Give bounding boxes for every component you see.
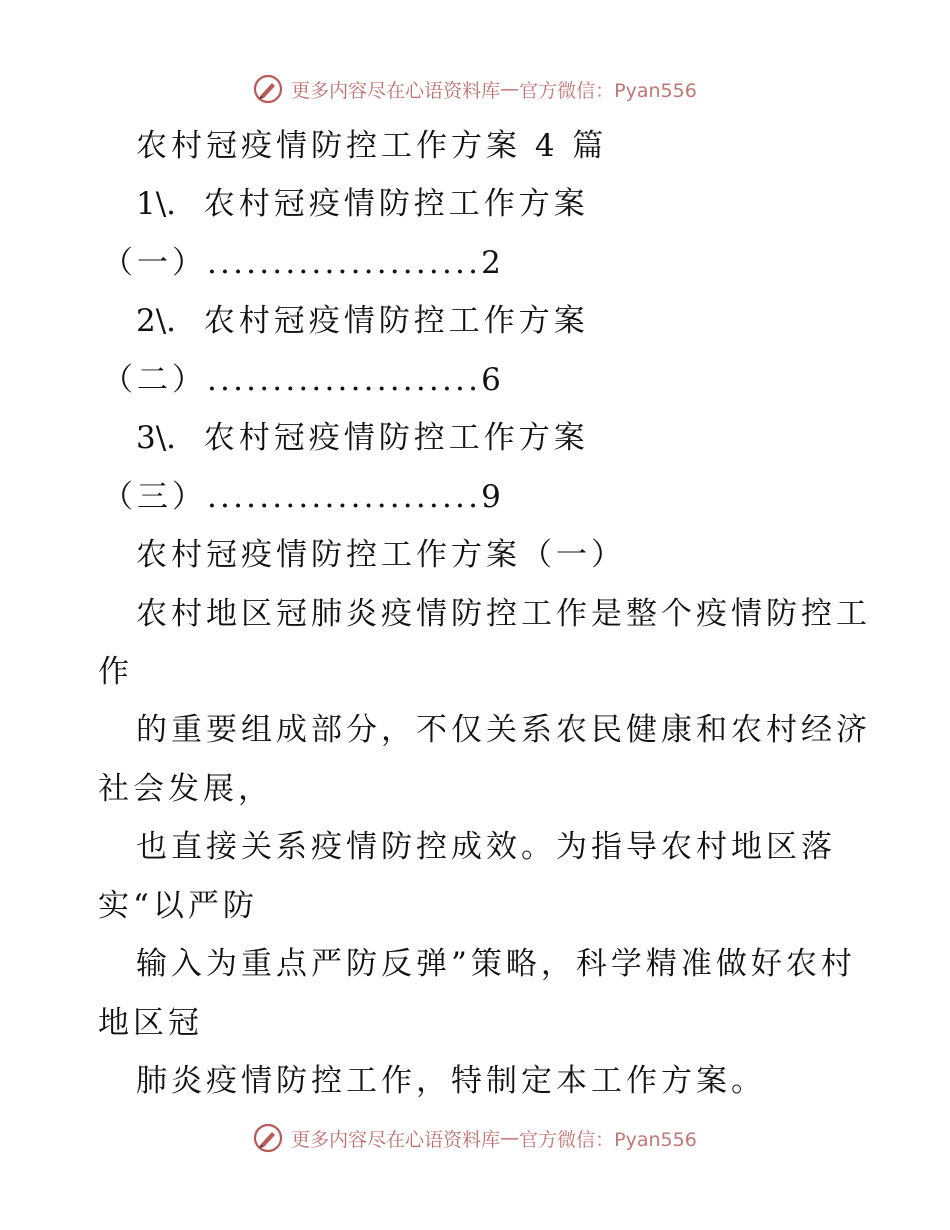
body-line: 实“以严防: [98, 888, 258, 924]
section-heading: 农村冠疫情防控工作方案（一）: [136, 537, 626, 573]
toc-entry-number: 1\.: [136, 186, 177, 222]
watermark-text: 更多内容尽在心语资料库: [291, 79, 501, 102]
pen-logo-icon: [253, 74, 283, 104]
toc-entry-title: 农村冠疫情防控工作方案: [203, 420, 589, 456]
toc-dot-leader: .....................: [207, 245, 482, 281]
toc-entry-title: 农村冠疫情防控工作方案: [203, 186, 589, 222]
body-line: 作: [98, 654, 133, 690]
toc-entry-3-heading: [136, 418, 589, 458]
toc-entry-number: 2\.: [136, 303, 177, 339]
toc-entry-2-leader[interactable]: [102, 360, 501, 400]
watermark-wechat-id: 官方微信：Pyan556: [519, 1128, 697, 1151]
header-watermark: [0, 74, 950, 104]
toc-entry-suffix: （三）: [102, 479, 207, 515]
toc-entry-1-leader[interactable]: [102, 243, 501, 283]
body-line: 输入为重点严防反弹”策略，科学精准做好农村: [136, 946, 856, 982]
body-line: 也直接关系疫情防控成效。为指导农村地区落: [136, 829, 836, 865]
watermark-separator: —: [500, 78, 520, 100]
body-line: 的重要组成部分，不仅关系农民健康和农村经济: [136, 712, 871, 748]
watermark-text: 更多内容尽在心语资料库: [291, 1128, 501, 1151]
watermark-wechat-id: 官方微信：Pyan556: [519, 79, 697, 102]
toc-entry-1-heading: [136, 184, 589, 224]
pen-logo-icon: [253, 1123, 283, 1153]
toc-page-number: 9: [481, 479, 501, 515]
toc-entry-2-heading: [136, 301, 589, 341]
footer-watermark: [0, 1123, 950, 1153]
toc-page-number: 2: [481, 245, 501, 281]
toc-dot-leader: .....................: [207, 479, 482, 515]
toc-page-number: 6: [481, 362, 501, 398]
body-line: 肺炎疫情防控工作，特制定本工作方案。: [136, 1063, 766, 1099]
body-line: 农村地区冠肺炎疫情防控工作是整个疫情防控工: [136, 596, 871, 632]
toc-entry-3-leader[interactable]: [102, 477, 501, 517]
toc-entry-title: 农村冠疫情防控工作方案: [203, 303, 589, 339]
toc-dot-leader: .....................: [207, 362, 482, 398]
toc-entry-suffix: （二）: [102, 362, 207, 398]
watermark-separator: —: [500, 1127, 520, 1149]
document-title: 农村冠疫情防控工作方案 4 篇: [136, 128, 608, 164]
toc-entry-number: 3\.: [136, 420, 177, 456]
toc-entry-suffix: （一）: [102, 245, 207, 281]
body-line: 地区冠: [98, 1005, 203, 1041]
body-line: 社会发展，: [98, 771, 273, 807]
